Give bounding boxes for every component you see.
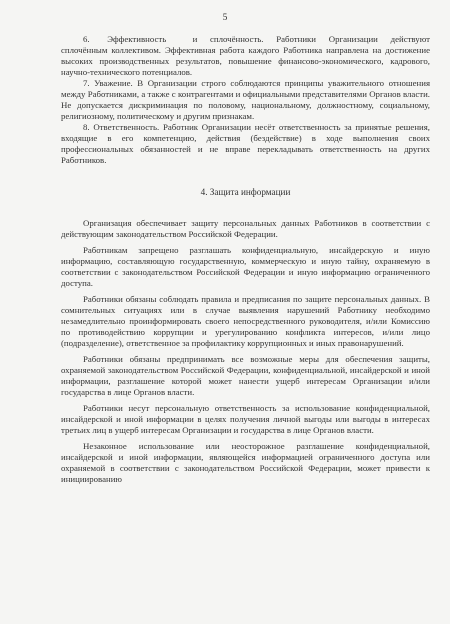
paragraph-respect: 7. Уважение. В Организации строго соблюдаются принципы уважительного отношения между Работниками, а также с контрагентами и официальными представителями Органов власти. Не допускается дискриминация по половому, национальному, должностному, социальному, религиозному, политическому и другим признакам.: [61, 78, 430, 121]
paragraph-efficiency: 6. Эффективность и сплочённость. Работники Организации действуют сплочённым коллективом. Эффективная работа каждого Работника направлена на достижение высоких производственных результатов, повышение финансово-экономического, кадрового, научно-технического потенциалов.: [61, 34, 430, 77]
paragraph-personal-responsibility: Работники несут персональную ответственность за использование конфиденциальной, инсайдерской и иной информации в целях получения личной выгоды или выгоды в интересах третьих лиц в ущерб интересам Организации и государства в лице Органов власти.: [61, 403, 430, 435]
paragraph-data-rules: Работники обязаны соблюдать правила и предписания по защите персональных данных. В сомнительных ситуациях или в случае выявления нарушений Работнику необходимо незамедлительно проинформировать своего непосредственного руководителя, и/или Комиссию по противодействию коррупции и урегулированию конфликта интересов, и/или лицо (подразделение), ответственное за профилактику коррупционных и иных правонарушений.: [61, 294, 430, 348]
paragraph-illegal-use: Незаконное использование или неосторожное разглашение конфиденциальной, инсайдерской и иной информации, являющейся информацией ограниченного доступа или охраняемой в соответствии с законодательством Российской Федерации, может привести к инициированию: [61, 441, 430, 484]
section-title: 4. Защита информации: [200, 187, 291, 197]
page-number: 5: [222, 13, 228, 23]
paragraph-protection-measures: Работники обязаны предпринимать все возможные меры для обеспечения защиты, охраняемой законодательством Российской Федерации, конфиденциальной, инсайдерской и иной информации, разглашение которой может нанести ущерб интересам Организации и/или государства в лице Органов власти.: [61, 354, 430, 397]
document-body: [61, 34, 430, 485]
paragraph-personal-data: Организация обеспечивает защиту персональных данных Работников в соответствии с действующим законодательством Российской Федерации.: [61, 218, 430, 239]
paragraph-disclosure-prohibition: Работникам запрещено разглашать конфиденциальную, инсайдерскую и иную информацию, составляющую государственную, коммерческую и иную тайну, охраняемую в соответствии с законодательством Российской Федерации и иную информацию ограниченного доступа.: [61, 245, 430, 288]
paragraph-responsibility: 8. Ответственность. Работник Организации несёт ответственность за принятые решения, входящие в его компетенцию, действия (бездействие) в ходе выполнения своих профессиональных обязанностей и не вправе перекладывать ответственность на других Работников.: [61, 122, 430, 165]
